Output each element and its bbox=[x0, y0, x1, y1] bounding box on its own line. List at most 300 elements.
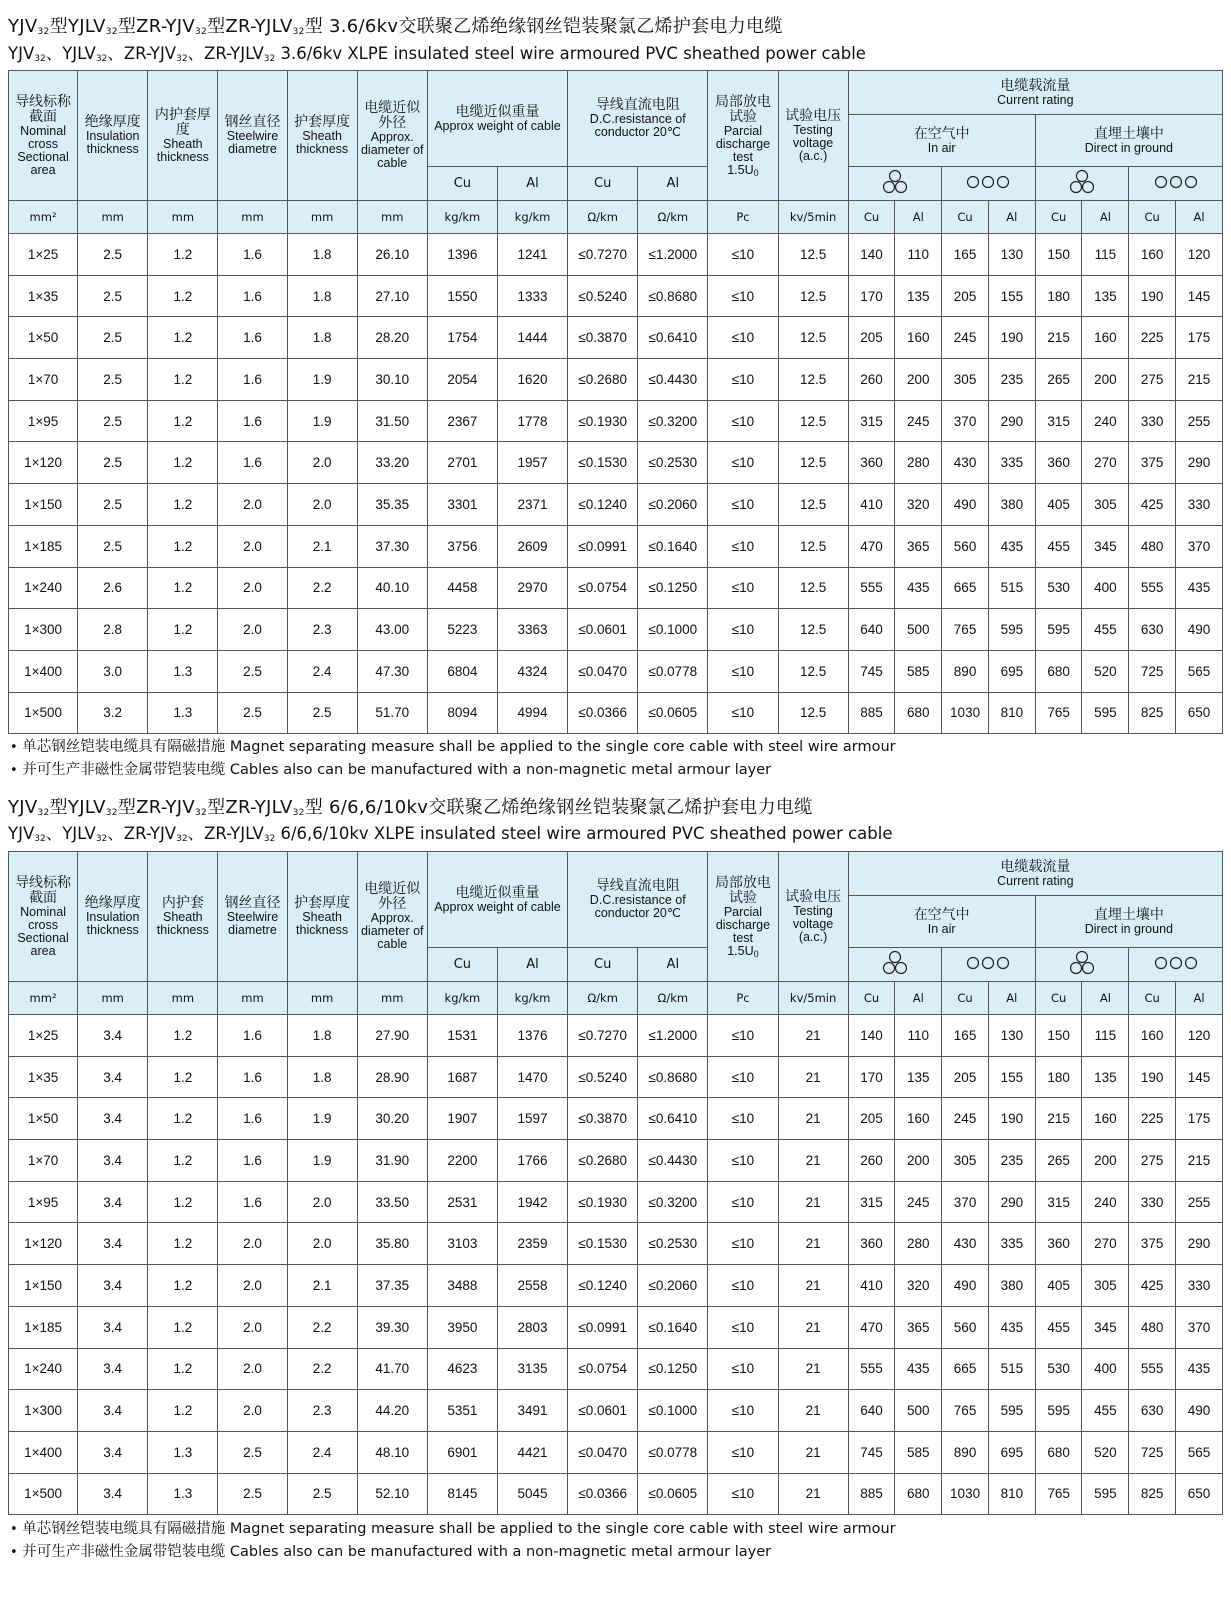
table-cell: ≤10 bbox=[708, 609, 778, 651]
table-cell: 215 bbox=[1035, 317, 1082, 359]
table-row bbox=[9, 442, 1223, 484]
table-cell: ≤0.4430 bbox=[638, 1140, 708, 1182]
table-cell: 135 bbox=[895, 1056, 942, 1098]
table-row bbox=[9, 1056, 1223, 1098]
table-cell: 410 bbox=[848, 1265, 895, 1307]
table-cell: 180 bbox=[1035, 1056, 1082, 1098]
table-cell: 375 bbox=[1129, 442, 1176, 484]
table-cell: 240 bbox=[1082, 1181, 1129, 1223]
table-cell: 290 bbox=[1176, 1223, 1223, 1265]
table-cell: 12.5 bbox=[778, 400, 848, 442]
table-cell: 1687 bbox=[427, 1056, 497, 1098]
table-cell: ≤0.5240 bbox=[568, 275, 638, 317]
table-cell: 290 bbox=[1176, 442, 1223, 484]
notes bbox=[10, 736, 896, 782]
table-cell: 1.8 bbox=[287, 1056, 357, 1098]
table-cell: 435 bbox=[988, 1306, 1035, 1348]
table-cell: ≤0.0605 bbox=[638, 1473, 708, 1515]
table-cell: 3488 bbox=[427, 1265, 497, 1307]
table-cell: 2.5 bbox=[78, 275, 148, 317]
table-cell: 1.2 bbox=[148, 567, 218, 609]
table-cell: ≤0.2530 bbox=[638, 442, 708, 484]
table-cell: 2.1 bbox=[287, 525, 357, 567]
table-cell: 330 bbox=[1129, 400, 1176, 442]
table-cell: 2.4 bbox=[287, 650, 357, 692]
table-cell: 2.6 bbox=[78, 567, 148, 609]
table-cell: 2.0 bbox=[218, 1306, 287, 1348]
table-cell: 1.2 bbox=[148, 1223, 218, 1265]
table-cell: 39.30 bbox=[357, 1306, 427, 1348]
table-cell: 1.2 bbox=[148, 400, 218, 442]
table-cell: 180 bbox=[1035, 275, 1082, 317]
table-cell: 765 bbox=[942, 1390, 989, 1432]
table-cell: 270 bbox=[1082, 442, 1129, 484]
table-cell: 500 bbox=[895, 1390, 942, 1432]
table-cell: 41.70 bbox=[357, 1348, 427, 1390]
table-cell: 170 bbox=[848, 275, 895, 317]
table-cell: 680 bbox=[1035, 650, 1082, 692]
table-cell: ≤0.1000 bbox=[638, 609, 708, 651]
table-cell: 1396 bbox=[427, 234, 497, 276]
table-cell: 680 bbox=[895, 1473, 942, 1515]
trefoil-formation-icon bbox=[848, 948, 942, 982]
table-row bbox=[9, 484, 1223, 526]
table-cell: 37.35 bbox=[357, 1265, 427, 1307]
notes bbox=[10, 1518, 896, 1564]
table-cell: 3301 bbox=[427, 484, 497, 526]
table-cell: 3.2 bbox=[78, 692, 148, 734]
table-row bbox=[9, 234, 1223, 276]
table-cell: 3.4 bbox=[78, 1306, 148, 1348]
table-cell: 33.20 bbox=[357, 442, 427, 484]
table-cell: ≤0.1640 bbox=[638, 525, 708, 567]
table-cell: 455 bbox=[1082, 1390, 1129, 1432]
table-cell: 52.10 bbox=[357, 1473, 427, 1515]
table-cell: 1.9 bbox=[287, 1098, 357, 1140]
table-cell: 2.2 bbox=[287, 1306, 357, 1348]
table-cell: 160 bbox=[1129, 234, 1176, 276]
table-cell: ≤10 bbox=[708, 400, 778, 442]
table-cell: 200 bbox=[1082, 359, 1129, 401]
table-cell: 8145 bbox=[427, 1473, 497, 1515]
table-cell: 1.2 bbox=[148, 1348, 218, 1390]
table-cell: 2.0 bbox=[287, 1181, 357, 1223]
table-cell: 665 bbox=[942, 567, 989, 609]
table-cell: ≤0.0366 bbox=[568, 1473, 638, 1515]
trefoil-formation-icon bbox=[1035, 948, 1129, 982]
table-cell: 1333 bbox=[497, 275, 567, 317]
table-cell: ≤10 bbox=[708, 525, 778, 567]
table-cell: 2367 bbox=[427, 400, 497, 442]
table-cell: 1.8 bbox=[287, 317, 357, 359]
table-cell: 5045 bbox=[497, 1473, 567, 1515]
header-res-cu: Cu bbox=[568, 948, 638, 982]
table-cell: 695 bbox=[988, 1431, 1035, 1473]
note-line: • 并可生产非磁性金属带铠装电缆 Cables also can be manufactured with a non-magnetic metal armour layer bbox=[10, 762, 772, 778]
table-cell: 410 bbox=[848, 484, 895, 526]
table-cell: 1597 bbox=[497, 1098, 567, 1140]
header-weight: 电缆近似重量 Approx weight of cable bbox=[427, 852, 567, 948]
section-title-en: $YJV_{32}$、$YJLV_{32}$、$ZR-YJV_{32}$、$ZR-YJLV_{32}$ 3.6/6kv XLPE insulated steel wire armoured PVC sheathed power cable bbox=[8, 44, 866, 64]
table-cell: 160 bbox=[1082, 317, 1129, 359]
table-cell: ≤0.6410 bbox=[638, 1098, 708, 1140]
table-cell: 290 bbox=[988, 1181, 1035, 1223]
table-cell: 1×185 bbox=[9, 1306, 78, 1348]
table-row bbox=[9, 1348, 1223, 1390]
table-row bbox=[9, 1265, 1223, 1307]
table-cell: 3491 bbox=[497, 1390, 567, 1432]
table-cell: 3.4 bbox=[78, 1015, 148, 1057]
table-cell: 6804 bbox=[427, 650, 497, 692]
table-cell: ≤0.3870 bbox=[568, 317, 638, 359]
header-res-cu: Cu bbox=[568, 167, 638, 201]
table-cell: ≤10 bbox=[708, 275, 778, 317]
header-outer-sheath: 护套厚度 Sheath thickness bbox=[287, 852, 357, 982]
table-cell: 565 bbox=[1176, 1431, 1223, 1473]
table-cell: ≤0.2060 bbox=[638, 1265, 708, 1307]
table-cell: 27.10 bbox=[357, 275, 427, 317]
header-weight-cu: Cu bbox=[427, 948, 497, 982]
table-cell: 2.1 bbox=[287, 1265, 357, 1307]
table-cell: 12.5 bbox=[778, 525, 848, 567]
table-cell: 200 bbox=[895, 359, 942, 401]
table-cell: 3135 bbox=[497, 1348, 567, 1390]
table-cell: 1.2 bbox=[148, 275, 218, 317]
table-cell: ≤0.0778 bbox=[638, 1431, 708, 1473]
table-cell: 425 bbox=[1129, 484, 1176, 526]
table-cell: 1.2 bbox=[148, 1140, 218, 1182]
table-cell: 1.9 bbox=[287, 1140, 357, 1182]
table-cell: 155 bbox=[988, 275, 1035, 317]
table-cell: 130 bbox=[988, 1015, 1035, 1057]
table-cell: 1×70 bbox=[9, 1140, 78, 1182]
table-cell: 205 bbox=[848, 1098, 895, 1140]
table-cell: 215 bbox=[1035, 1098, 1082, 1140]
table-cell: 255 bbox=[1176, 1181, 1223, 1223]
table-cell: 190 bbox=[1129, 275, 1176, 317]
table-row bbox=[9, 275, 1223, 317]
header-outer-sheath: 护套厚度 Sheath thickness bbox=[287, 71, 357, 201]
spec-table bbox=[8, 851, 1223, 1515]
table-cell: 140 bbox=[848, 1015, 895, 1057]
header-current-rating: 电缆载流量 Current rating bbox=[848, 852, 1222, 896]
table-cell: 3103 bbox=[427, 1223, 497, 1265]
table-cell: 365 bbox=[895, 1306, 942, 1348]
table-cell: ≤10 bbox=[708, 1098, 778, 1140]
table-cell: 595 bbox=[1082, 1473, 1129, 1515]
table-cell: ≤10 bbox=[708, 1306, 778, 1348]
table-cell: 360 bbox=[1035, 442, 1082, 484]
table-cell: 2.0 bbox=[218, 1390, 287, 1432]
table-cell: 560 bbox=[942, 1306, 989, 1348]
table-cell: 530 bbox=[1035, 567, 1082, 609]
table-cell: 3.4 bbox=[78, 1181, 148, 1223]
table-cell: 555 bbox=[1129, 567, 1176, 609]
table-cell: 3.4 bbox=[78, 1098, 148, 1140]
table-cell: 1×500 bbox=[9, 692, 78, 734]
table-cell: ≤10 bbox=[708, 1265, 778, 1307]
table-row bbox=[9, 1223, 1223, 1265]
table-cell: 1.2 bbox=[148, 1056, 218, 1098]
table-cell: 345 bbox=[1082, 525, 1129, 567]
table-cell: 1×50 bbox=[9, 317, 78, 359]
table-cell: 1.3 bbox=[148, 1431, 218, 1473]
table-cell: 810 bbox=[988, 1473, 1035, 1515]
table-cell: 1×50 bbox=[9, 1098, 78, 1140]
table-cell: 40.10 bbox=[357, 567, 427, 609]
table-cell: ≤1.2000 bbox=[638, 234, 708, 276]
table-cell: 235 bbox=[988, 1140, 1035, 1182]
table-cell: ≤0.0778 bbox=[638, 650, 708, 692]
table-cell: 225 bbox=[1129, 317, 1176, 359]
table-cell: 370 bbox=[1176, 525, 1223, 567]
table-cell: 515 bbox=[988, 567, 1035, 609]
header-test-voltage: 试验电压 Testing voltage (a.c.) bbox=[778, 852, 848, 982]
table-cell: 150 bbox=[1035, 234, 1082, 276]
table-cell: 1531 bbox=[427, 1015, 497, 1057]
header-test-voltage: 试验电压 Testing voltage (a.c.) bbox=[778, 71, 848, 201]
table-cell: 5351 bbox=[427, 1390, 497, 1432]
note-line: • 并可生产非磁性金属带铠装电缆 Cables also can be manufactured with a non-magnetic metal armour layer bbox=[10, 1544, 772, 1560]
table-cell: 370 bbox=[942, 400, 989, 442]
table-cell: 150 bbox=[1035, 1015, 1082, 1057]
table-cell: 765 bbox=[942, 609, 989, 651]
table-cell: 21 bbox=[778, 1431, 848, 1473]
table-cell: 2609 bbox=[497, 525, 567, 567]
table-cell: 205 bbox=[848, 317, 895, 359]
table-cell: 33.50 bbox=[357, 1181, 427, 1223]
header-insulation: 绝缘厚度 Insulation thickness bbox=[78, 71, 148, 201]
table-cell: 330 bbox=[1129, 1181, 1176, 1223]
table-cell: 2.0 bbox=[218, 525, 287, 567]
table-cell: 745 bbox=[848, 650, 895, 692]
table-cell: 2.5 bbox=[287, 692, 357, 734]
table-cell: 400 bbox=[1082, 567, 1129, 609]
table-cell: 1×185 bbox=[9, 525, 78, 567]
table-cell: ≤0.0601 bbox=[568, 1390, 638, 1432]
table-row bbox=[9, 692, 1223, 734]
table-cell: 1.3 bbox=[148, 692, 218, 734]
table-cell: 21 bbox=[778, 1181, 848, 1223]
table-cell: 2.0 bbox=[287, 484, 357, 526]
table-cell: 1.6 bbox=[218, 1181, 287, 1223]
table-cell: ≤10 bbox=[708, 1348, 778, 1390]
table-cell: ≤0.2680 bbox=[568, 1140, 638, 1182]
table-cell: 2.5 bbox=[78, 442, 148, 484]
table-cell: 4458 bbox=[427, 567, 497, 609]
table-cell: 28.20 bbox=[357, 317, 427, 359]
table-cell: 130 bbox=[988, 234, 1035, 276]
table-cell: 245 bbox=[942, 1098, 989, 1140]
table-cell: 145 bbox=[1176, 1056, 1223, 1098]
units-row: mm² mm mm mm mm mm kg/km kg/km Ω/km Ω/km Pc kv/5min Cu Al Cu Al Cu Al Cu Al bbox=[9, 982, 1223, 1015]
table-cell: 245 bbox=[895, 1181, 942, 1223]
table-row bbox=[9, 525, 1223, 567]
table-cell: 12.5 bbox=[778, 484, 848, 526]
table-cell: 240 bbox=[1082, 400, 1129, 442]
table-row bbox=[9, 1015, 1223, 1057]
flat-formation-icon bbox=[942, 948, 1036, 982]
table-cell: 27.90 bbox=[357, 1015, 427, 1057]
table-cell: 2371 bbox=[497, 484, 567, 526]
header-res-al: Al bbox=[638, 167, 708, 201]
table-cell: 380 bbox=[988, 1265, 1035, 1307]
table-cell: 890 bbox=[942, 650, 989, 692]
table-cell: ≤0.5240 bbox=[568, 1056, 638, 1098]
table-cell: 2.2 bbox=[287, 1348, 357, 1390]
table-cell: ≤10 bbox=[708, 1015, 778, 1057]
table-cell: ≤0.0470 bbox=[568, 650, 638, 692]
header-partial-discharge: 局部放电试验 Parcial discharge test $1.5U_0$ bbox=[708, 71, 778, 201]
table-cell: 2.5 bbox=[218, 650, 287, 692]
table-cell: 425 bbox=[1129, 1265, 1176, 1307]
table-cell: ≤0.8680 bbox=[638, 1056, 708, 1098]
table-cell: 12.5 bbox=[778, 567, 848, 609]
table-cell: 270 bbox=[1082, 1223, 1129, 1265]
flat-formation-icon bbox=[942, 167, 1036, 201]
table-cell: 725 bbox=[1129, 650, 1176, 692]
table-cell: 490 bbox=[942, 1265, 989, 1307]
table-cell: 1×240 bbox=[9, 1348, 78, 1390]
table-cell: 2.0 bbox=[218, 484, 287, 526]
table-cell: 555 bbox=[1129, 1348, 1176, 1390]
table-cell: 1.6 bbox=[218, 442, 287, 484]
table-cell: ≤10 bbox=[708, 567, 778, 609]
table-cell: ≤1.2000 bbox=[638, 1015, 708, 1057]
table-row bbox=[9, 1098, 1223, 1140]
header-in-air: 在空气中 In air bbox=[848, 115, 1035, 167]
table-cell: 35.80 bbox=[357, 1223, 427, 1265]
table-cell: 12.5 bbox=[778, 650, 848, 692]
table-cell: ≤0.0366 bbox=[568, 692, 638, 734]
table-cell: 2200 bbox=[427, 1140, 497, 1182]
table-cell: 3950 bbox=[427, 1306, 497, 1348]
table-cell: 35.35 bbox=[357, 484, 427, 526]
table-cell: 430 bbox=[942, 442, 989, 484]
table-cell: 21 bbox=[778, 1306, 848, 1348]
table-cell: 665 bbox=[942, 1348, 989, 1390]
table-cell: ≤0.1930 bbox=[568, 1181, 638, 1223]
table-cell: 2558 bbox=[497, 1265, 567, 1307]
table-cell: ≤0.7270 bbox=[568, 1015, 638, 1057]
table-cell: 1.8 bbox=[287, 234, 357, 276]
header-insulation: 绝缘厚度 Insulation thickness bbox=[78, 852, 148, 982]
table-cell: 565 bbox=[1176, 650, 1223, 692]
table-cell: 405 bbox=[1035, 484, 1082, 526]
table-cell: 1.3 bbox=[148, 1473, 218, 1515]
table-cell: 21 bbox=[778, 1390, 848, 1432]
table-cell: 335 bbox=[988, 1223, 1035, 1265]
note-line: • 单芯钢丝铠装电缆具有隔磁措施 Magnet separating measure shall be applied to the single core cable with steel wire armour bbox=[10, 739, 896, 755]
table-cell: 1.2 bbox=[148, 234, 218, 276]
table-cell: 205 bbox=[942, 275, 989, 317]
table-cell: ≤0.2060 bbox=[638, 484, 708, 526]
table-cell: 2.5 bbox=[218, 1473, 287, 1515]
table-cell: 2.0 bbox=[218, 1223, 287, 1265]
table-cell: 480 bbox=[1129, 525, 1176, 567]
table-cell: 5223 bbox=[427, 609, 497, 651]
table-cell: 1.2 bbox=[148, 1390, 218, 1432]
table-cell: ≤0.3870 bbox=[568, 1098, 638, 1140]
table-cell: 1×25 bbox=[9, 234, 78, 276]
table-cell: 1.6 bbox=[218, 1056, 287, 1098]
table-cell: 1.2 bbox=[148, 1098, 218, 1140]
table-cell: 290 bbox=[988, 400, 1035, 442]
table-cell: 2.5 bbox=[218, 692, 287, 734]
header-res-al: Al bbox=[638, 948, 708, 982]
table-cell: 110 bbox=[895, 234, 942, 276]
table-cell: 345 bbox=[1082, 1306, 1129, 1348]
table-cell: 4994 bbox=[497, 692, 567, 734]
table-cell: 12.5 bbox=[778, 442, 848, 484]
table-row bbox=[9, 609, 1223, 651]
table-cell: 520 bbox=[1082, 650, 1129, 692]
table-cell: 205 bbox=[942, 1056, 989, 1098]
table-cell: ≤0.1530 bbox=[568, 1223, 638, 1265]
table-cell: 1550 bbox=[427, 275, 497, 317]
table-cell: 455 bbox=[1035, 1306, 1082, 1348]
table-cell: 215 bbox=[1176, 1140, 1223, 1182]
table-cell: 680 bbox=[895, 692, 942, 734]
table-cell: 305 bbox=[942, 359, 989, 401]
table-cell: 21 bbox=[778, 1223, 848, 1265]
table-cell: 190 bbox=[988, 1098, 1035, 1140]
table-cell: 3756 bbox=[427, 525, 497, 567]
table-cell: 8094 bbox=[427, 692, 497, 734]
table-cell: 305 bbox=[1082, 1265, 1129, 1307]
table-cell: 260 bbox=[848, 1140, 895, 1182]
table-cell: 1.6 bbox=[218, 1098, 287, 1140]
table-cell: 120 bbox=[1176, 234, 1223, 276]
table-row bbox=[9, 317, 1223, 359]
table-cell: 1376 bbox=[497, 1015, 567, 1057]
table-cell: ≤10 bbox=[708, 484, 778, 526]
table-cell: 225 bbox=[1129, 1098, 1176, 1140]
table-cell: 3.4 bbox=[78, 1265, 148, 1307]
table-cell: 1241 bbox=[497, 234, 567, 276]
table-cell: 21 bbox=[778, 1140, 848, 1182]
table-row bbox=[9, 1140, 1223, 1182]
table-cell: 4324 bbox=[497, 650, 567, 692]
table-cell: 2.5 bbox=[78, 525, 148, 567]
table-cell: 810 bbox=[988, 692, 1035, 734]
table-cell: 1620 bbox=[497, 359, 567, 401]
note-line: • 单芯钢丝铠装电缆具有隔磁措施 Magnet separating measure shall be applied to the single core cable with steel wire armour bbox=[10, 1521, 896, 1537]
table-cell: 110 bbox=[895, 1015, 942, 1057]
table-cell: 200 bbox=[895, 1140, 942, 1182]
table-cell: 3.4 bbox=[78, 1431, 148, 1473]
table-cell: 26.10 bbox=[357, 234, 427, 276]
table-cell: 3.4 bbox=[78, 1348, 148, 1390]
table-cell: 1.8 bbox=[287, 1015, 357, 1057]
table-cell: 135 bbox=[895, 275, 942, 317]
table-cell: 43.00 bbox=[357, 609, 427, 651]
table-cell: 140 bbox=[848, 234, 895, 276]
table-row bbox=[9, 1181, 1223, 1223]
table-cell: 315 bbox=[848, 1181, 895, 1223]
table-cell: 500 bbox=[895, 609, 942, 651]
table-cell: 1.2 bbox=[148, 609, 218, 651]
table-cell: 1×70 bbox=[9, 359, 78, 401]
table-cell: 630 bbox=[1129, 1390, 1176, 1432]
table-cell: 695 bbox=[988, 650, 1035, 692]
table-cell: 165 bbox=[942, 1015, 989, 1057]
table-cell: ≤10 bbox=[708, 1431, 778, 1473]
table-cell: 2531 bbox=[427, 1181, 497, 1223]
table-cell: 315 bbox=[1035, 400, 1082, 442]
table-cell: 435 bbox=[1176, 567, 1223, 609]
table-cell: 1×400 bbox=[9, 650, 78, 692]
